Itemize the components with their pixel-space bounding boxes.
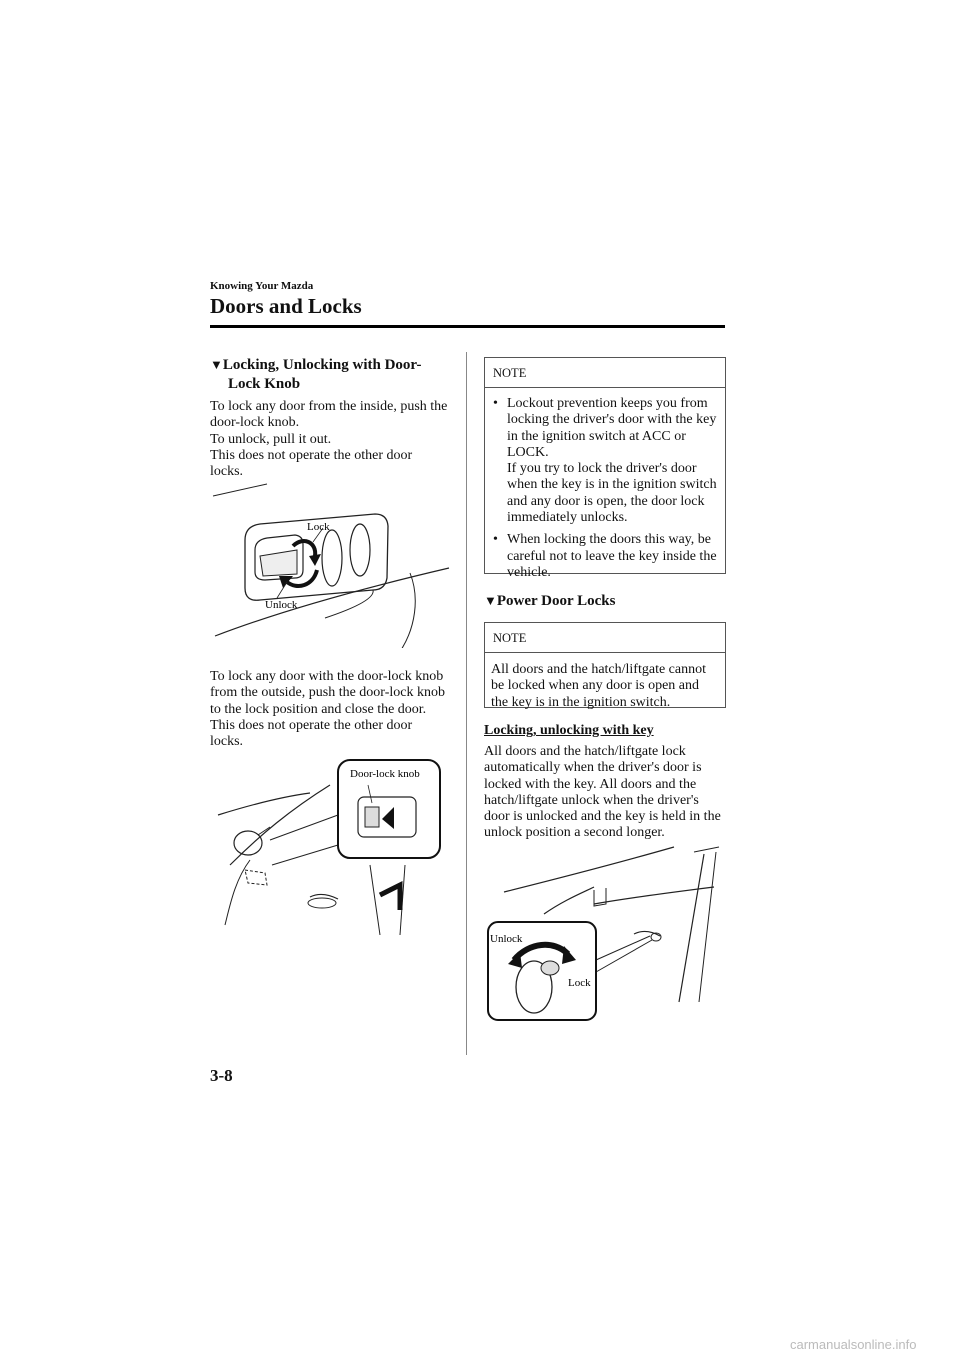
note-header: NOTE xyxy=(485,358,725,388)
paragraph-inside-lock: To lock any door from the inside, push the door-lock knob. To unlock, pull it out. This does not operate the other door locks. xyxy=(210,399,448,480)
fig3-unlock-label: Unlock xyxy=(490,933,523,945)
note-bullet-1: • Lockout prevention keeps you from locking the driver's door with the key in the ignition switch at ACC or LOCK. If you try to lock the driver's door when the key is in the ignition switch and any door is open, the door lock immediately unlocks. xyxy=(493,396,717,526)
section-label: Knowing Your Mazda xyxy=(210,280,314,292)
triangle-icon: ▼ xyxy=(210,357,223,372)
page-number: 3-8 xyxy=(210,1066,233,1085)
subheading-locking-with-key: Locking, unlocking with key xyxy=(484,723,654,738)
note-header: NOTE xyxy=(485,623,725,653)
note-bullet-2: • When locking the doors this way, be careful not to leave the key inside the vehicle. xyxy=(493,532,717,580)
paragraph-outside-lock: To lock any door with the door-lock knob from the outside, push the door-lock knob to the lock position and close the door. This does not operate the other door locks. xyxy=(210,669,445,750)
triangle-icon: ▼ xyxy=(484,593,497,608)
key-lock-figure xyxy=(484,842,724,1027)
paragraph-key-lock: All doors and the hatch/liftgate lock automatically when the driver's door is locked with the key. All doors and the hatch/liftgate unlock when the driver's door is unlocked and the key is held in the unlock position a second longer. xyxy=(484,744,721,841)
section-heading-power-door-locks: ▼Power Door Locks xyxy=(484,593,616,609)
fig1-lock-label: Lock xyxy=(307,521,330,533)
header-rule xyxy=(210,325,725,328)
fig2-knob-label: Door-lock knob xyxy=(350,768,420,780)
fig1-unlock-label: Unlock xyxy=(265,599,298,611)
section-heading-door-lock-knob: ▼Locking, Unlocking with Door- Lock Knob xyxy=(210,357,422,392)
interior-door-lock-figure xyxy=(205,478,460,648)
note-box-lockout xyxy=(484,357,726,580)
page-title: Doors and Locks xyxy=(210,294,362,318)
footer-watermark[interactable]: carmanualsonline.info xyxy=(790,1337,917,1352)
column-divider xyxy=(466,352,467,1055)
fig3-lock-label: Lock xyxy=(568,977,591,989)
note-box-ignition: NOTE All doors and the hatch/liftgate cannot be locked when any door is open and the key is in the ignition switch. xyxy=(484,622,726,708)
exterior-door-lock-figure xyxy=(210,755,445,935)
